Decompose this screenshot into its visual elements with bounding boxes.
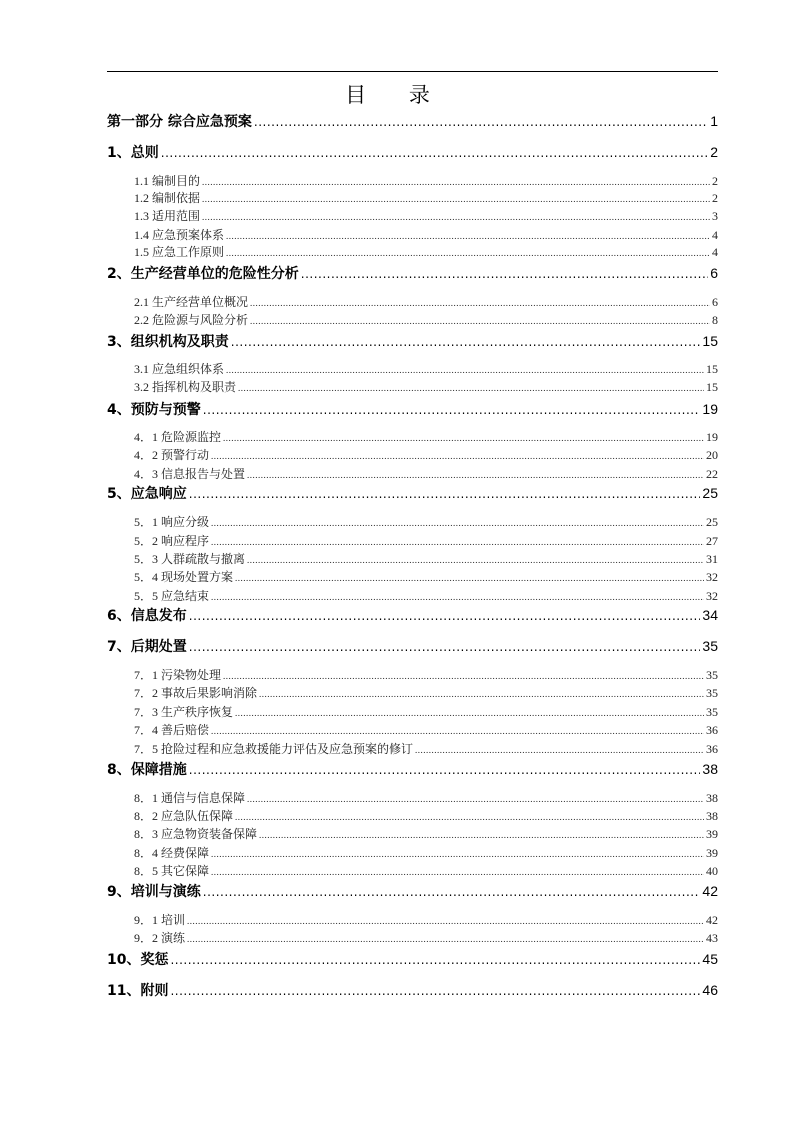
toc-entry-section[interactable] bbox=[134, 863, 718, 879]
dot-leader bbox=[226, 362, 704, 377]
dot-leader bbox=[202, 209, 710, 224]
toc-entry-section[interactable] bbox=[134, 514, 718, 530]
toc-entry-label: 1.2 编制依据 bbox=[134, 191, 201, 205]
toc-entry-page-number: 38 bbox=[702, 761, 718, 777]
toc-entry-section[interactable] bbox=[134, 808, 718, 824]
dot-leader bbox=[189, 761, 701, 778]
toc-entry-section[interactable] bbox=[134, 208, 718, 224]
toc-entry-page-number: 2 bbox=[712, 191, 718, 205]
dot-leader bbox=[247, 467, 704, 482]
toc-entry-section[interactable] bbox=[134, 912, 718, 928]
toc-entry-label: 3.1 应急组织体系 bbox=[134, 362, 225, 376]
toc-entry-section[interactable] bbox=[134, 704, 718, 720]
toc-entry-chapter[interactable] bbox=[107, 981, 718, 999]
toc-entry-chapter[interactable] bbox=[107, 606, 718, 624]
toc-entry-page-number: 20 bbox=[706, 448, 718, 462]
toc-entry-label: 1.1 编制目的 bbox=[134, 174, 201, 188]
toc-entry-label: 5．2 响应程序 bbox=[134, 534, 210, 548]
toc-entry-section[interactable] bbox=[134, 790, 718, 806]
toc-entry-page-number: 38 bbox=[706, 791, 718, 805]
toc-entry-page-number: 36 bbox=[706, 742, 718, 756]
toc-entry-chapter[interactable] bbox=[107, 760, 718, 778]
toc-entry-section[interactable] bbox=[134, 244, 718, 260]
toc-entry-chapter[interactable] bbox=[107, 264, 718, 282]
dot-leader bbox=[211, 448, 704, 463]
dot-leader bbox=[170, 951, 700, 968]
toc-entry-label: 3.2 指挥机构及职责 bbox=[134, 380, 237, 394]
dot-leader bbox=[226, 245, 710, 260]
toc-entry-chapter[interactable] bbox=[107, 332, 718, 350]
toc-entry-page-number: 42 bbox=[706, 913, 718, 927]
toc-entry-section[interactable] bbox=[134, 379, 718, 395]
dot-leader bbox=[250, 313, 710, 328]
toc-entry-page-number: 19 bbox=[706, 430, 718, 444]
dot-leader bbox=[161, 144, 708, 161]
toc-entry-section[interactable] bbox=[134, 667, 718, 683]
dot-leader bbox=[189, 607, 701, 624]
dot-leader bbox=[211, 864, 704, 879]
toc-entry-section[interactable] bbox=[134, 447, 718, 463]
toc-entry-label: 8、保障措施 bbox=[107, 762, 187, 778]
toc-entry-chapter[interactable] bbox=[107, 637, 718, 655]
toc-entry-chapter[interactable] bbox=[107, 400, 718, 418]
dot-leader bbox=[250, 295, 710, 310]
toc-entry-section[interactable] bbox=[134, 190, 718, 206]
dot-leader bbox=[211, 534, 704, 549]
toc-entry-label: 第一部分 综合应急预案 bbox=[107, 114, 252, 130]
toc-entry-page-number: 25 bbox=[706, 515, 718, 529]
toc-entry-section[interactable] bbox=[134, 588, 718, 604]
dot-leader bbox=[231, 333, 701, 350]
header-rule bbox=[107, 71, 718, 72]
dot-leader bbox=[238, 380, 704, 395]
toc-entry-label: 2.2 危险源与风险分析 bbox=[134, 313, 249, 327]
toc-entry-section[interactable] bbox=[134, 826, 718, 842]
toc-entry-label: 4．3 信息报告与处置 bbox=[134, 467, 246, 481]
toc-entry-label: 7．1 污染物处理 bbox=[134, 668, 222, 682]
toc-entry-label: 2、生产经营单位的危险性分析 bbox=[107, 266, 299, 282]
toc-entry-section[interactable] bbox=[134, 361, 718, 377]
toc-entry-label: 5．3 人群疏散与撤离 bbox=[134, 552, 246, 566]
dot-leader bbox=[189, 485, 701, 502]
toc-entry-label: 7．5 抢险过程和应急救援能力评估及应急预案的修订 bbox=[134, 742, 414, 756]
toc-entry-chapter[interactable] bbox=[107, 112, 718, 130]
toc-entry-page-number: 2 bbox=[710, 144, 718, 160]
dot-leader bbox=[247, 791, 704, 806]
toc-entry-label: 8．3 应急物资装备保障 bbox=[134, 827, 258, 841]
toc-entry-page-number: 3 bbox=[712, 209, 718, 223]
toc-entry-page-number: 38 bbox=[706, 809, 718, 823]
toc-entry-label: 8．1 通信与信息保障 bbox=[134, 791, 246, 805]
dot-leader bbox=[202, 174, 710, 189]
toc-entry-section[interactable] bbox=[134, 551, 718, 567]
toc-entry-page-number: 27 bbox=[706, 534, 718, 548]
dot-leader bbox=[235, 705, 704, 720]
toc-entry-page-number: 40 bbox=[706, 864, 718, 878]
toc-entry-page-number: 15 bbox=[702, 333, 718, 349]
toc-entry-section[interactable] bbox=[134, 930, 718, 946]
dot-leader bbox=[301, 265, 708, 282]
toc-entry-page-number: 2 bbox=[712, 174, 718, 188]
toc-entry-label: 9．1 培训 bbox=[134, 913, 186, 927]
dot-leader bbox=[415, 742, 704, 757]
toc-entry-label: 1.3 适用范围 bbox=[134, 209, 201, 223]
toc-entry-label: 1.4 应急预案体系 bbox=[134, 228, 225, 242]
toc-entry-page-number: 42 bbox=[702, 883, 718, 899]
toc-entry-label: 1.5 应急工作原则 bbox=[134, 245, 225, 259]
toc-entry-page-number: 6 bbox=[710, 265, 718, 281]
toc-entry-page-number: 15 bbox=[706, 380, 718, 394]
toc-entry-page-number: 8 bbox=[712, 313, 718, 327]
toc-entry-page-number: 39 bbox=[706, 846, 718, 860]
dot-leader bbox=[187, 931, 704, 946]
toc-entry-label: 8．5 其它保障 bbox=[134, 864, 210, 878]
toc-entry-section[interactable] bbox=[134, 173, 718, 189]
dot-leader bbox=[235, 570, 704, 585]
toc-entry-page-number: 43 bbox=[706, 931, 718, 945]
toc-entry-label: 7．2 事故后果影响消除 bbox=[134, 686, 258, 700]
toc-entry-label: 2.1 生产经营单位概况 bbox=[134, 295, 249, 309]
toc-entry-label: 9．2 演练 bbox=[134, 931, 186, 945]
toc-entry-label: 5、应急响应 bbox=[107, 486, 187, 502]
toc-entry-page-number: 46 bbox=[702, 982, 718, 998]
toc-entry-section[interactable] bbox=[134, 845, 718, 861]
toc-entry-label: 6、信息发布 bbox=[107, 608, 187, 624]
toc-entry-page-number: 35 bbox=[702, 638, 718, 654]
toc-entry-label: 4、预防与预警 bbox=[107, 402, 201, 418]
toc-entry-label: 5．1 响应分级 bbox=[134, 515, 210, 529]
toc-entry-label: 8．4 经费保障 bbox=[134, 846, 210, 860]
toc-entry-section[interactable] bbox=[134, 685, 718, 701]
dot-leader bbox=[223, 430, 704, 445]
toc-entry-page-number: 35 bbox=[706, 705, 718, 719]
toc-entry-label: 11、附则 bbox=[107, 983, 169, 999]
toc-entry-section[interactable] bbox=[134, 294, 718, 310]
toc-entry-section[interactable] bbox=[134, 533, 718, 549]
toc-entry-label: 4．2 预警行动 bbox=[134, 448, 210, 462]
toc-entry-page-number: 25 bbox=[702, 485, 718, 501]
dot-leader bbox=[187, 913, 704, 928]
toc-entry-page-number: 36 bbox=[706, 723, 718, 737]
toc-entry-section[interactable] bbox=[134, 466, 718, 482]
dot-leader bbox=[226, 228, 710, 243]
toc-entry-page-number: 19 bbox=[702, 401, 718, 417]
toc-entry-section[interactable] bbox=[134, 722, 718, 738]
dot-leader bbox=[189, 638, 701, 655]
toc-entry-label: 5．4 现场处置方案 bbox=[134, 570, 234, 584]
toc-entry-page-number: 6 bbox=[712, 295, 718, 309]
toc-entry-section[interactable] bbox=[134, 741, 718, 757]
dot-leader bbox=[211, 515, 704, 530]
toc-entry-page-number: 15 bbox=[706, 362, 718, 376]
dot-leader bbox=[259, 827, 704, 842]
toc-entry-chapter[interactable] bbox=[107, 882, 718, 900]
toc-entry-page-number: 35 bbox=[706, 668, 718, 682]
toc-entry-chapter[interactable] bbox=[107, 484, 718, 502]
toc-entry-label: 8．2 应急队伍保障 bbox=[134, 809, 234, 823]
dot-leader bbox=[170, 982, 700, 999]
toc-entry-page-number: 32 bbox=[706, 570, 718, 584]
toc-title: 目 录 bbox=[345, 83, 448, 107]
toc-entry-label: 5．5 应急结束 bbox=[134, 589, 210, 603]
dot-leader bbox=[203, 883, 701, 900]
dot-leader bbox=[211, 723, 704, 738]
dot-leader bbox=[247, 552, 704, 567]
dot-leader bbox=[211, 846, 704, 861]
dot-leader bbox=[235, 809, 704, 824]
toc-entry-section[interactable] bbox=[134, 312, 718, 328]
toc-entry-chapter[interactable] bbox=[107, 950, 718, 968]
toc-entry-page-number: 4 bbox=[712, 245, 718, 259]
toc-entry-page-number: 35 bbox=[706, 686, 718, 700]
dot-leader bbox=[223, 668, 704, 683]
dot-leader bbox=[254, 113, 708, 130]
toc-entry-label: 9、培训与演练 bbox=[107, 884, 201, 900]
toc-entry-page-number: 1 bbox=[710, 113, 718, 129]
toc-entry-label: 3、组织机构及职责 bbox=[107, 334, 229, 350]
toc-entry-page-number: 39 bbox=[706, 827, 718, 841]
toc-entry-page-number: 22 bbox=[706, 467, 718, 481]
toc-entry-chapter[interactable] bbox=[107, 143, 718, 161]
toc-entry-label: 7．3 生产秩序恢复 bbox=[134, 705, 234, 719]
toc-entry-label: 4．1 危险源监控 bbox=[134, 430, 222, 444]
dot-leader bbox=[211, 589, 704, 604]
toc-entry-page-number: 31 bbox=[706, 552, 718, 566]
dot-leader bbox=[259, 686, 704, 701]
toc-entry-page-number: 45 bbox=[702, 951, 718, 967]
dot-leader bbox=[202, 191, 710, 206]
toc-entry-section[interactable] bbox=[134, 569, 718, 585]
toc-entry-label: 1、总则 bbox=[107, 145, 159, 161]
toc-entry-page-number: 34 bbox=[702, 607, 718, 623]
toc-entry-section[interactable] bbox=[134, 227, 718, 243]
dot-leader bbox=[203, 401, 701, 418]
toc-entry-label: 7．4 善后赔偿 bbox=[134, 723, 210, 737]
toc-entry-page-number: 32 bbox=[706, 589, 718, 603]
toc-entry-page-number: 4 bbox=[712, 228, 718, 242]
toc-entry-label: 10、奖惩 bbox=[107, 952, 169, 968]
toc-entry-section[interactable] bbox=[134, 429, 718, 445]
toc-entry-label: 7、后期处置 bbox=[107, 639, 187, 655]
